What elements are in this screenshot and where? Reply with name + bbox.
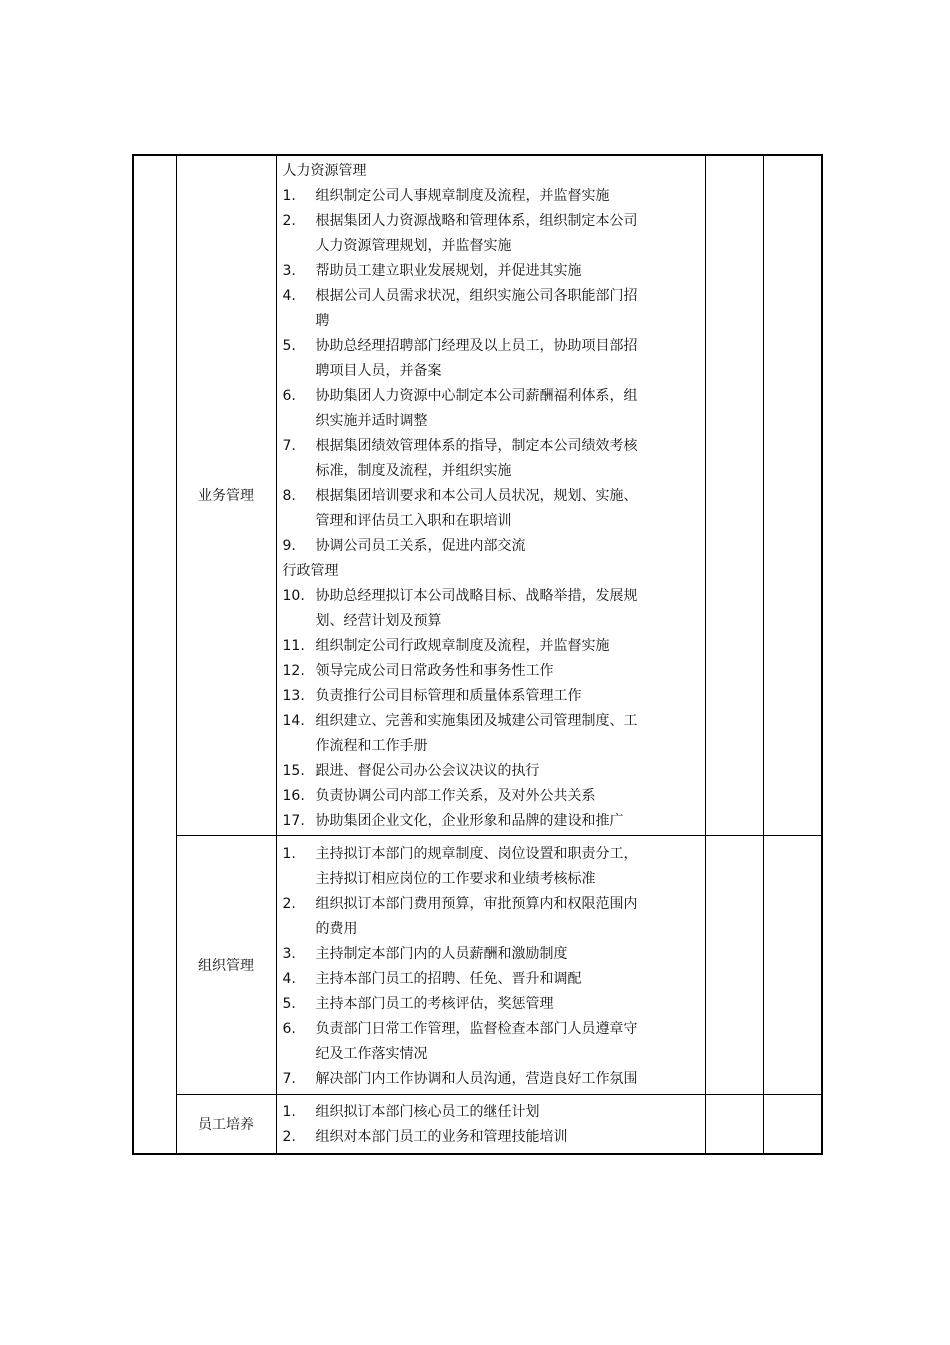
duty-content-cell xyxy=(276,1094,705,1154)
item-number: 1. xyxy=(282,1103,296,1120)
duty-item xyxy=(283,892,699,917)
item-number: 10. xyxy=(282,588,305,604)
item-text: 组织对本部门员工的业务和管理技能培训 xyxy=(315,1128,568,1145)
item-number: 16. xyxy=(282,788,305,804)
item-number: 3. xyxy=(282,263,296,279)
item-number: 2. xyxy=(282,213,296,229)
item-text: 协助总经理拟订本公司战略目标、战略举措，发展规 xyxy=(315,588,638,604)
duty-item-continuation: 划、经营计划及预算 xyxy=(315,613,442,629)
duty-item-continuation: 聘 xyxy=(315,313,330,329)
duty-item xyxy=(283,484,699,509)
duty-item xyxy=(283,809,699,834)
duty-item xyxy=(283,1125,699,1150)
duty-item xyxy=(283,284,699,309)
duty-content-cell xyxy=(276,835,705,1094)
duty-item-continuation: 管理和评估员工入职和在职培训 xyxy=(315,513,512,529)
duty-item-continuation: 聘项目人员，并备案 xyxy=(315,363,442,379)
item-text: 根据集团绩效管理体系的指导，制定本公司绩效考核 xyxy=(315,438,638,454)
item-text: 领导完成公司日常政务性和事务性工作 xyxy=(315,663,554,679)
item-number: 12. xyxy=(282,663,305,679)
category-label: 员工培养 xyxy=(176,1094,276,1154)
item-number: 17. xyxy=(282,813,305,829)
duty-item xyxy=(283,659,699,684)
item-number: 4. xyxy=(282,970,296,987)
item-text: 组织建立、完善和实施集团及城建公司管理制度、工 xyxy=(315,713,638,729)
item-text: 协调公司员工关系，促进内部交流 xyxy=(315,538,526,554)
duty-item xyxy=(283,1067,699,1092)
blank-cell xyxy=(763,1094,822,1154)
blank-cell xyxy=(705,835,763,1094)
item-text: 主持制定本部门内的人员薪酬和激励制度 xyxy=(315,945,568,962)
item-text: 协助集团企业文化，企业形象和品牌的建设和推广 xyxy=(315,813,624,829)
duty-item xyxy=(283,709,699,734)
duty-list xyxy=(277,836,705,1092)
duty-item xyxy=(283,259,699,284)
item-text: 主持本部门员工的考核评估，奖惩管理 xyxy=(315,995,554,1012)
duty-item-continuation: 纪及工作落实情况 xyxy=(315,1045,428,1062)
duty-item-continuation: 人力资源管理规划，并监督实施 xyxy=(315,238,512,254)
section-heading: 人力资源管理 xyxy=(282,163,367,179)
item-text: 负责协调公司内部工作关系，及对外公共关系 xyxy=(315,788,596,804)
item-text: 组织拟订本部门费用预算，审批预算内和权限范围内 xyxy=(315,895,638,912)
item-text: 帮助员工建立职业发展规划，并促进其实施 xyxy=(315,263,582,279)
item-number: 11. xyxy=(282,638,305,654)
duty-item xyxy=(283,942,699,967)
item-text: 负责部门日常工作管理，监督检查本部门人员遵章守 xyxy=(315,1020,638,1037)
duty-item xyxy=(283,434,699,459)
item-text: 组织制定公司行政规章制度及流程，并监督实施 xyxy=(315,638,610,654)
category-label: 业务管理 xyxy=(176,155,276,835)
duty-list xyxy=(277,156,705,834)
item-number: 14. xyxy=(282,713,305,729)
item-text: 组织制定公司人事规章制度及流程，并监督实施 xyxy=(315,188,610,204)
item-number: 6. xyxy=(282,1020,296,1037)
section-row-organization xyxy=(133,835,822,1094)
item-text: 根据集团人力资源战略和管理体系，组织制定本公司 xyxy=(315,213,638,229)
item-number: 1. xyxy=(282,845,296,862)
item-text: 主持本部门员工的招聘、任免、晋升和调配 xyxy=(315,970,582,987)
item-number: 6. xyxy=(282,388,296,404)
duty-item xyxy=(283,1017,699,1042)
item-text: 根据集团培训要求和本公司人员状况，规划、实施、 xyxy=(315,488,638,504)
duty-item xyxy=(283,534,699,559)
item-number: 7. xyxy=(282,438,296,454)
duty-item-continuation: 标准，制度及流程，并组织实施 xyxy=(315,463,512,479)
blank-left-cell xyxy=(133,155,176,1154)
item-number: 5. xyxy=(282,995,296,1012)
duty-item xyxy=(283,1100,699,1125)
blank-cell xyxy=(763,835,822,1094)
blank-cell xyxy=(705,155,763,835)
item-number: 9. xyxy=(282,538,296,554)
item-number: 3. xyxy=(282,945,296,962)
item-number: 15. xyxy=(282,763,305,779)
duty-item-continuation: 的费用 xyxy=(315,920,358,937)
item-text: 负责推行公司目标管理和质量体系管理工作 xyxy=(315,688,582,704)
blank-cell xyxy=(705,1094,763,1154)
item-number: 2. xyxy=(282,1128,296,1145)
item-number: 1. xyxy=(282,188,296,204)
item-text: 跟进、督促公司办公会议决议的执行 xyxy=(315,763,540,779)
duty-list xyxy=(277,1095,705,1150)
item-number: 4. xyxy=(282,288,296,304)
duty-item xyxy=(283,209,699,234)
item-text: 组织拟订本部门核心员工的继任计划 xyxy=(315,1103,540,1120)
item-text: 主持拟订本部门的规章制度、岗位设置和职责分工， xyxy=(315,845,638,862)
duty-item xyxy=(283,759,699,784)
duty-item xyxy=(283,992,699,1017)
duty-item xyxy=(283,634,699,659)
duty-item-continuation: 织实施并适时调整 xyxy=(315,413,428,429)
duty-item xyxy=(283,967,699,992)
blank-cell xyxy=(763,155,822,835)
duty-item xyxy=(283,184,699,209)
item-number: 13. xyxy=(282,688,305,704)
duty-item-continuation: 主持拟订相应岗位的工作要求和业绩考核标准 xyxy=(315,870,596,887)
item-text: 协助集团人力资源中心制定本公司薪酬福利体系，组 xyxy=(315,388,638,404)
duty-item xyxy=(283,684,699,709)
category-label: 组织管理 xyxy=(176,835,276,1094)
item-text: 根据公司人员需求状况，组织实施公司各职能部门招 xyxy=(315,288,638,304)
section-row-training xyxy=(133,1094,822,1154)
item-number: 7. xyxy=(282,1070,296,1087)
item-text: 协助总经理招聘部门经理及以上员工，协助项目部招 xyxy=(315,338,638,354)
item-number: 2. xyxy=(282,895,296,912)
duty-item xyxy=(283,334,699,359)
duty-item xyxy=(283,842,699,867)
duty-item xyxy=(283,384,699,409)
duty-content-cell xyxy=(276,155,705,835)
duty-item xyxy=(283,584,699,609)
item-number: 8. xyxy=(282,488,296,504)
duty-item xyxy=(283,784,699,809)
responsibility-table xyxy=(132,154,823,1155)
item-text: 解决部门内工作协调和人员沟通，营造良好工作氛围 xyxy=(315,1070,638,1087)
section-heading: 行政管理 xyxy=(282,563,339,579)
item-number: 5. xyxy=(282,338,296,354)
section-row-business xyxy=(133,155,822,835)
duty-item-continuation: 作流程和工作手册 xyxy=(315,738,428,754)
